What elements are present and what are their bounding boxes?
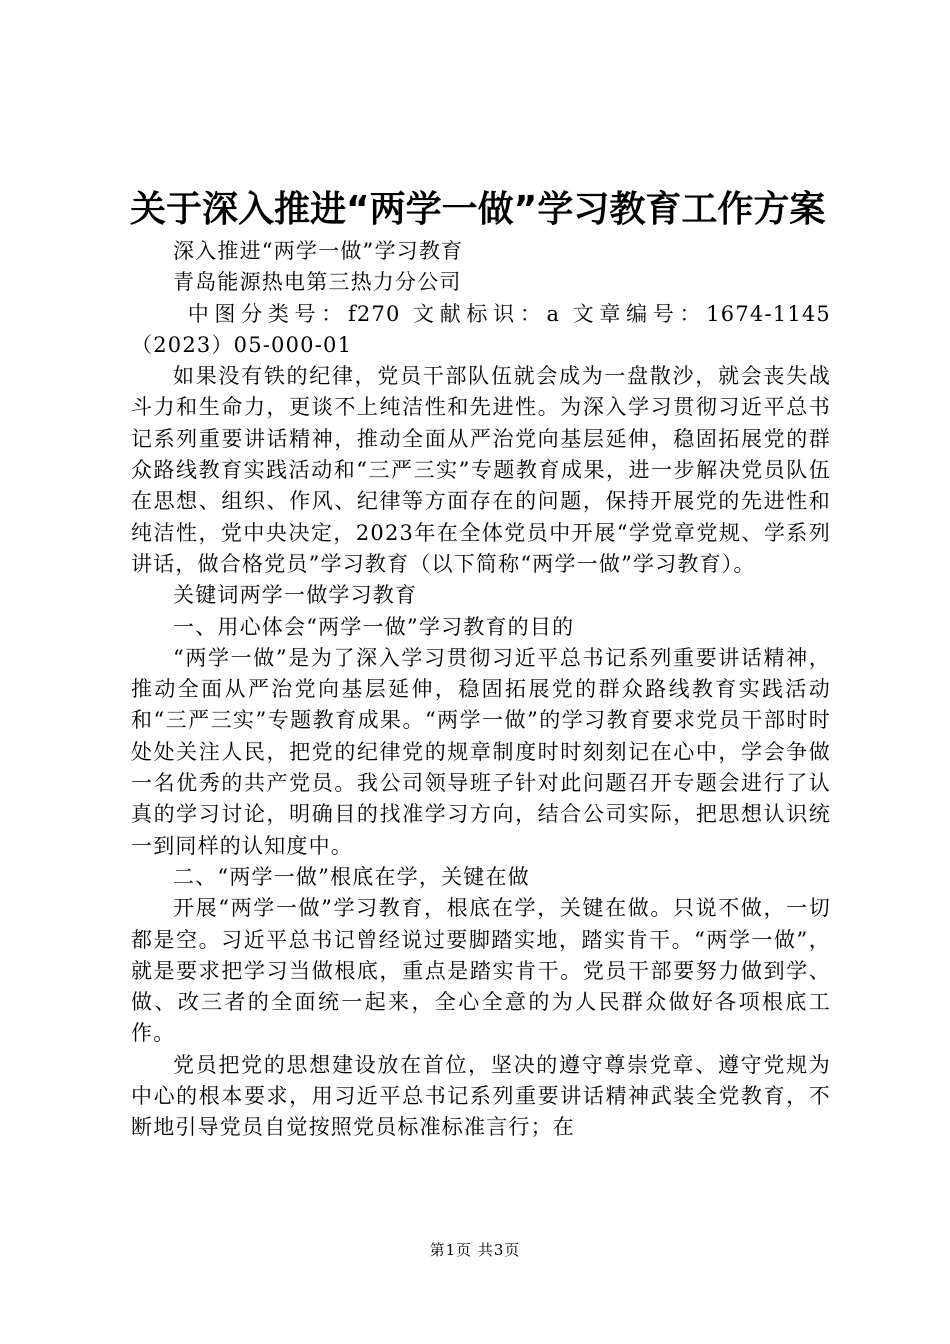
body-paragraph: 开展“两学一做”学习教育，根底在学，关键在做。只说不做，一切都是空。习近平总书记曾经说过要脚踏实地，踏实肯干。“两学一做”，就是要求把学习当做根底，重点是踏实肯干。党员干部要努力做到学、做、改三者的全面统一起来，全心全意的为人民群众做好各项根底工作。 [131,896,831,1046]
author-paragraph: 青岛能源热电第三热力分公司 [173,270,462,295]
keywords-paragraph: 关键词两学一做学习教育 [173,583,418,608]
body-paragraph: 党员把党的思想建设放在首位，坚决的遵守尊崇党章、遵守党规为中心的根本要求，用习近平总书记系列重要讲话精神武装全党教育，不断地引导党员自觉按照党员标准标准言行；在 [131,1052,831,1140]
document-body [131,236,831,1144]
section-heading: 二、“两学一做”根底在学，关键在做 [173,864,530,889]
body-paragraph: “两学一做”是为了深入学习贯彻习近平总书记系列重要讲话精神，推动全面从严治党向基层延伸，稳固拓展党的群众路线教育实践活动和“三严三实”专题教育成果。“两学一做”的学习教育要求党员干部时时处处关注人民，把党的纪律党的规章制度时时刻刻记在心中，学会争做一名优秀的共产党员。我公司领导班子针对此问题召开专题会进行了认真的学习讨论，明确目的找准学习方向，结合公司实际，把思想认识统一到同样的认知度中。 [131,645,831,858]
document-title: 关于深入推进“两学一做”学习教育工作方案 [130,189,826,230]
body-paragraph: 如果没有铁的纪律，党员干部队伍就会成为一盘散沙，就会丧失战斗力和生命力，更谈不上纯洁性和先进性。为深入学习贯彻习近平总书记系列重要讲话精神，推动全面从严治党向基层延伸，稳固拓展党的群众路线教育实践活动和“三严三实”专题教育成果，进一步解决党员队伍在思想、组织、作风、纪律等方面存在的问题，保持开展党的先进性和纯洁性，党中央决定，2023年在全体党员中开展“学党章党规、学系列讲话，做合格党员”学习教育（以下简称“两学一做”学习教育）。 [131,364,831,576]
subtitle-paragraph: 深入推进“两学一做”学习教育 [173,239,464,263]
section-heading: 一、用心体会“两学一做”学习教育的目的 [173,614,575,639]
page-footer: 第1页 共3页 [429,1241,521,1259]
classification-paragraph: 中图分类号：f270 文献标识：a 文章编号：1674-1145（2023）05-000-01 [131,301,831,357]
